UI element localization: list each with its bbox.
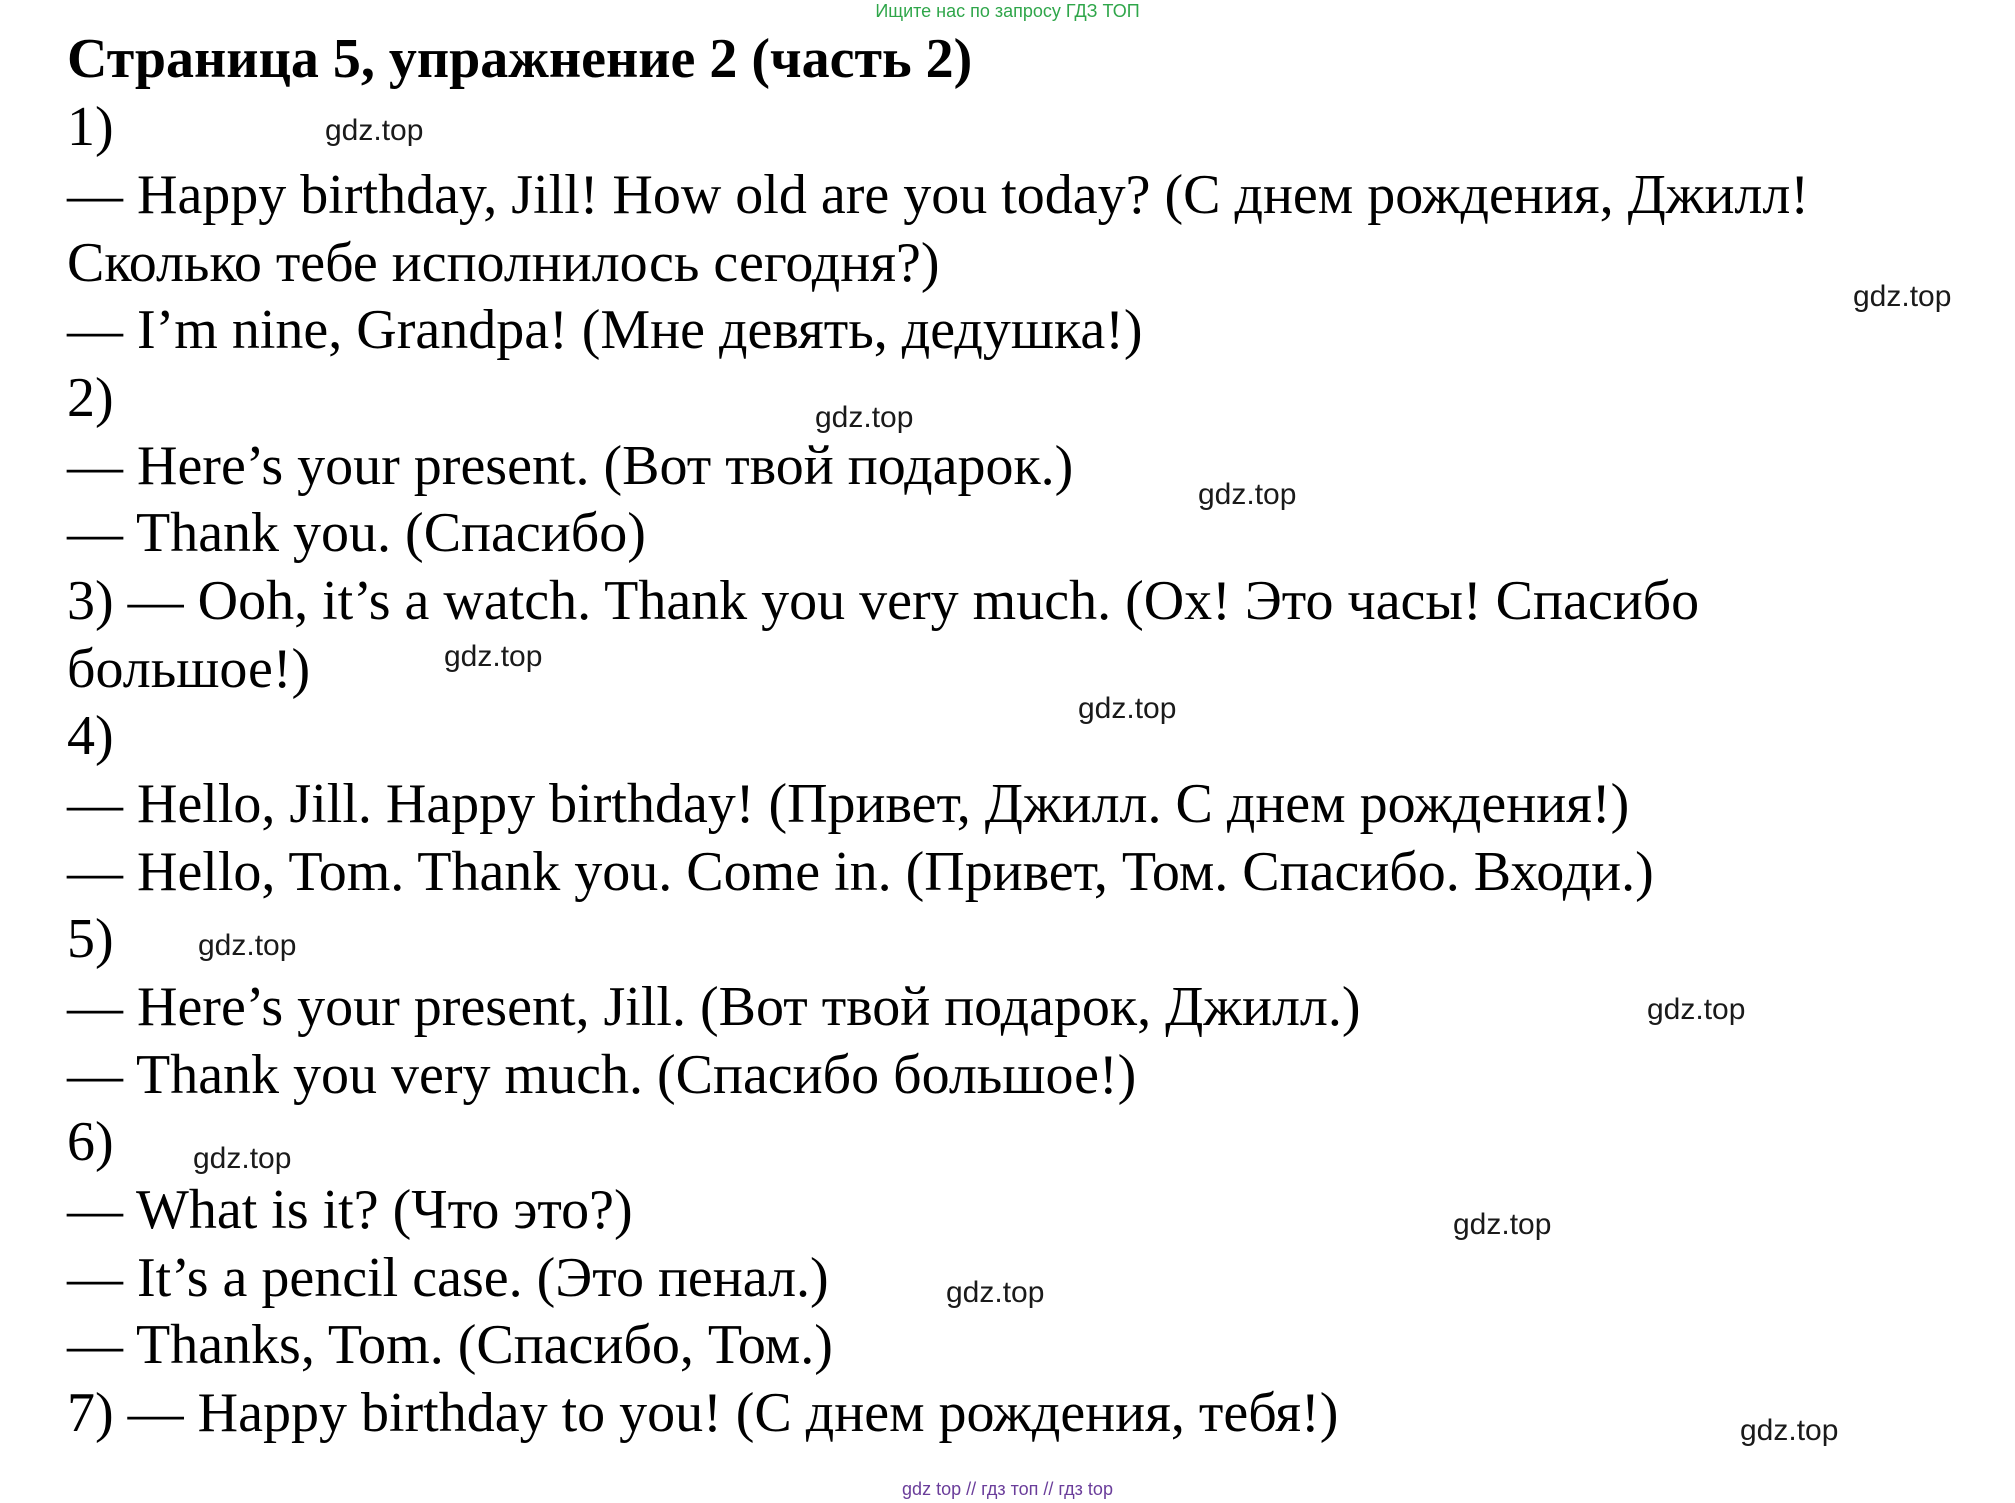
watermark: gdz.top	[1647, 993, 1746, 1026]
dialogue-line: — Thanks, Tom. (Спасибо, Том.)	[67, 1314, 833, 1376]
watermark: gdz.top	[1740, 1414, 1839, 1447]
watermark: gdz.top	[444, 640, 543, 673]
item-number-2: 2)	[67, 367, 114, 429]
dialogue-line: — Thank you. (Спасибо)	[67, 502, 646, 564]
watermark: gdz.top	[946, 1276, 1045, 1309]
dialogue-line: — Here’s your present. (Вот твой подарок.)	[67, 435, 1074, 497]
footer-watermark: gdz top // гдз топ // гдз top	[902, 1479, 1113, 1499]
dialogue-line: — Thank you very much. (Спасибо большое!)	[67, 1044, 1137, 1106]
item-number-6: 6)	[67, 1111, 114, 1173]
watermark: gdz.top	[198, 929, 297, 962]
dialogue-line: — I’m nine, Grandpa! (Мне девять, дедушка!)	[67, 299, 1143, 361]
item-number-4: 4)	[67, 705, 114, 767]
watermark: gdz.top	[1078, 692, 1177, 725]
dialogue-line: 3) — Ooh, it’s a watch. Thank you very much. (Ох! Это часы! Спасибо	[67, 570, 1700, 632]
dialogue-line: — Hello, Jill. Happy birthday! (Привет, Джилл. С днем рождения!)	[67, 773, 1630, 835]
watermark: gdz.top	[1198, 478, 1297, 511]
dialogue-line: — Hello, Tom. Thank you. Come in. (Привет, Том. Спасибо. Входи.)	[67, 841, 1654, 903]
watermark: gdz.top	[1853, 280, 1952, 313]
watermark: gdz.top	[325, 114, 424, 147]
watermark: gdz.top	[193, 1142, 292, 1175]
dialogue-line: 7) — Happy birthday to you! (С днем рождения, тебя!)	[67, 1382, 1339, 1444]
dialogue-line: — It’s a pencil case. (Это пенал.)	[67, 1247, 829, 1309]
watermark: gdz.top	[815, 401, 914, 434]
dialogue-line: — Happy birthday, Jill! How old are you today? (С днем рождения, Джилл!	[67, 164, 1809, 226]
item-number-1: 1)	[67, 96, 114, 158]
dialogue-line: — What is it? (Что это?)	[67, 1179, 633, 1241]
search-banner: Ищите нас по запросу ГДЗ ТОП	[875, 1, 1140, 21]
dialogue-line: Сколько тебе исполнилось сегодня?)	[67, 232, 940, 294]
item-number-5: 5)	[67, 908, 114, 970]
dialogue-line: — Here’s your present, Jill. (Вот твой подарок, Джилл.)	[67, 976, 1361, 1038]
watermark: gdz.top	[1453, 1208, 1552, 1241]
page-title: Страница 5, упражнение 2 (часть 2)	[67, 28, 973, 90]
dialogue-line: большое!)	[67, 638, 311, 700]
